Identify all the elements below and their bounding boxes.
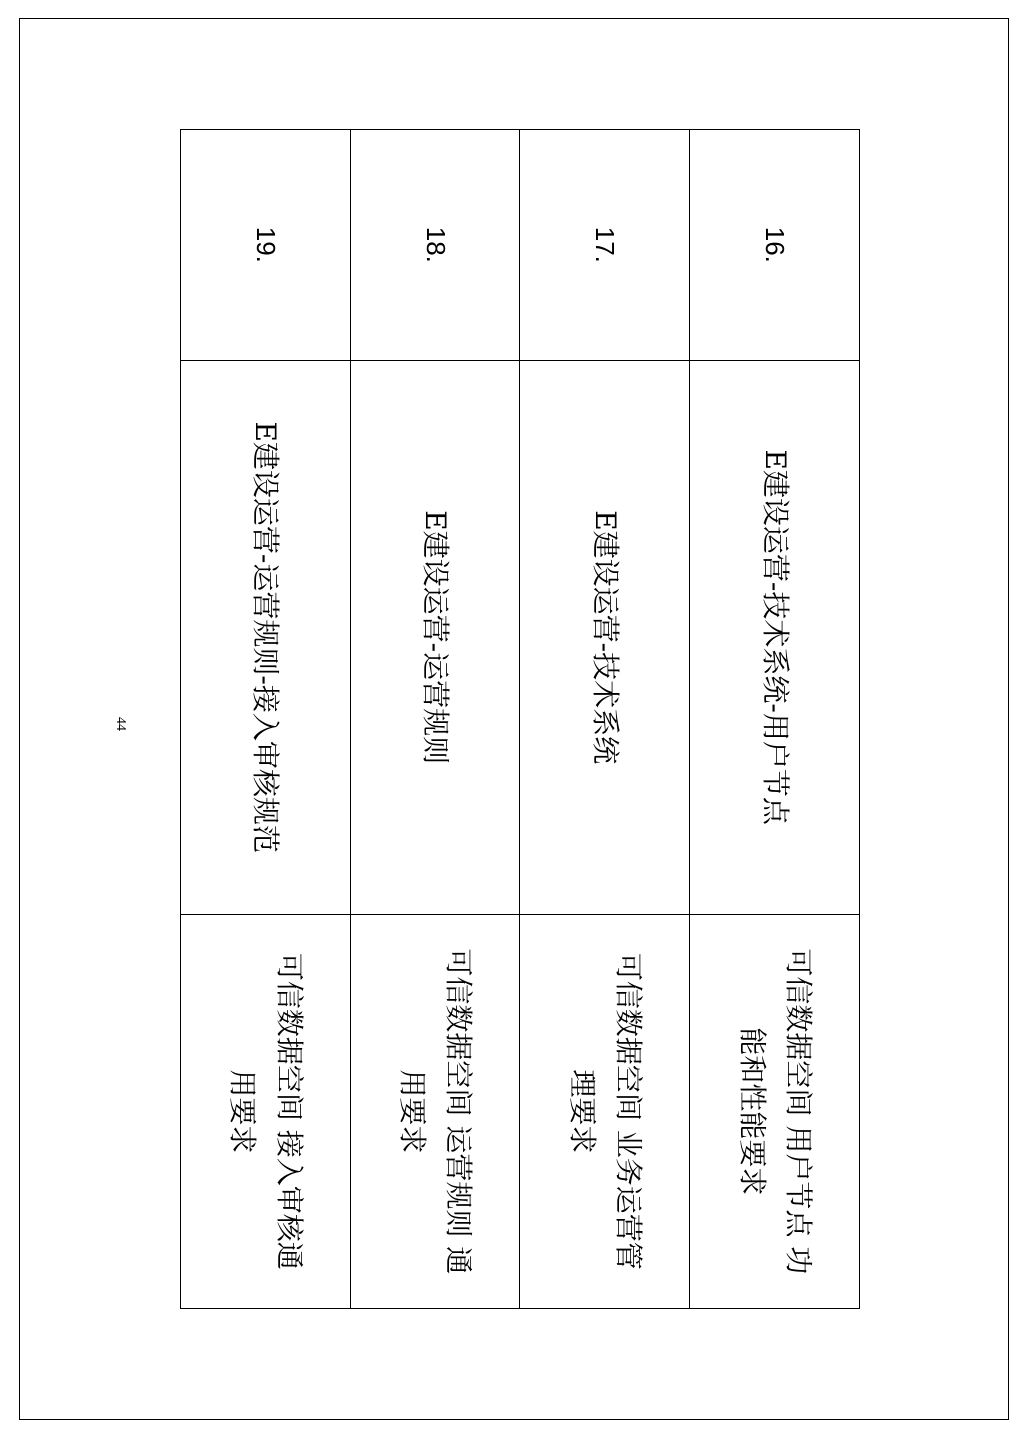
- standard-title-cell: 可信数据空间 用户节点 功能和性能要求: [735, 948, 815, 1275]
- category-cell: E建设运营-技术系统: [521, 361, 690, 915]
- category-cell: E建设运营-技术系统-用户节点: [690, 361, 859, 915]
- table-row: [689, 130, 859, 1308]
- row-number-cell: 18.: [351, 130, 520, 361]
- table-row: [520, 130, 690, 1308]
- row-number-cell: 16.: [690, 130, 859, 361]
- table-row: [350, 130, 520, 1308]
- standard-title-cell: 可信数据空间 接入审核通用要求: [226, 952, 306, 1270]
- category-cell: E建设运营-运营规则: [351, 361, 520, 915]
- standards-table: [180, 129, 860, 1309]
- standard-title-cell: 可信数据空间 业务运营管理要求: [565, 952, 646, 1270]
- category-cell: E建设运营-运营规则-接入审核规范: [181, 361, 350, 915]
- page-number: 44: [113, 717, 128, 731]
- row-number-cell: 19.: [181, 130, 350, 361]
- standard-title-cell: 可信数据空间 运营规则 通用要求: [396, 948, 476, 1275]
- standards-table-container: [180, 129, 860, 1309]
- table-row: [181, 130, 350, 1308]
- row-number-cell: 17.: [521, 130, 690, 361]
